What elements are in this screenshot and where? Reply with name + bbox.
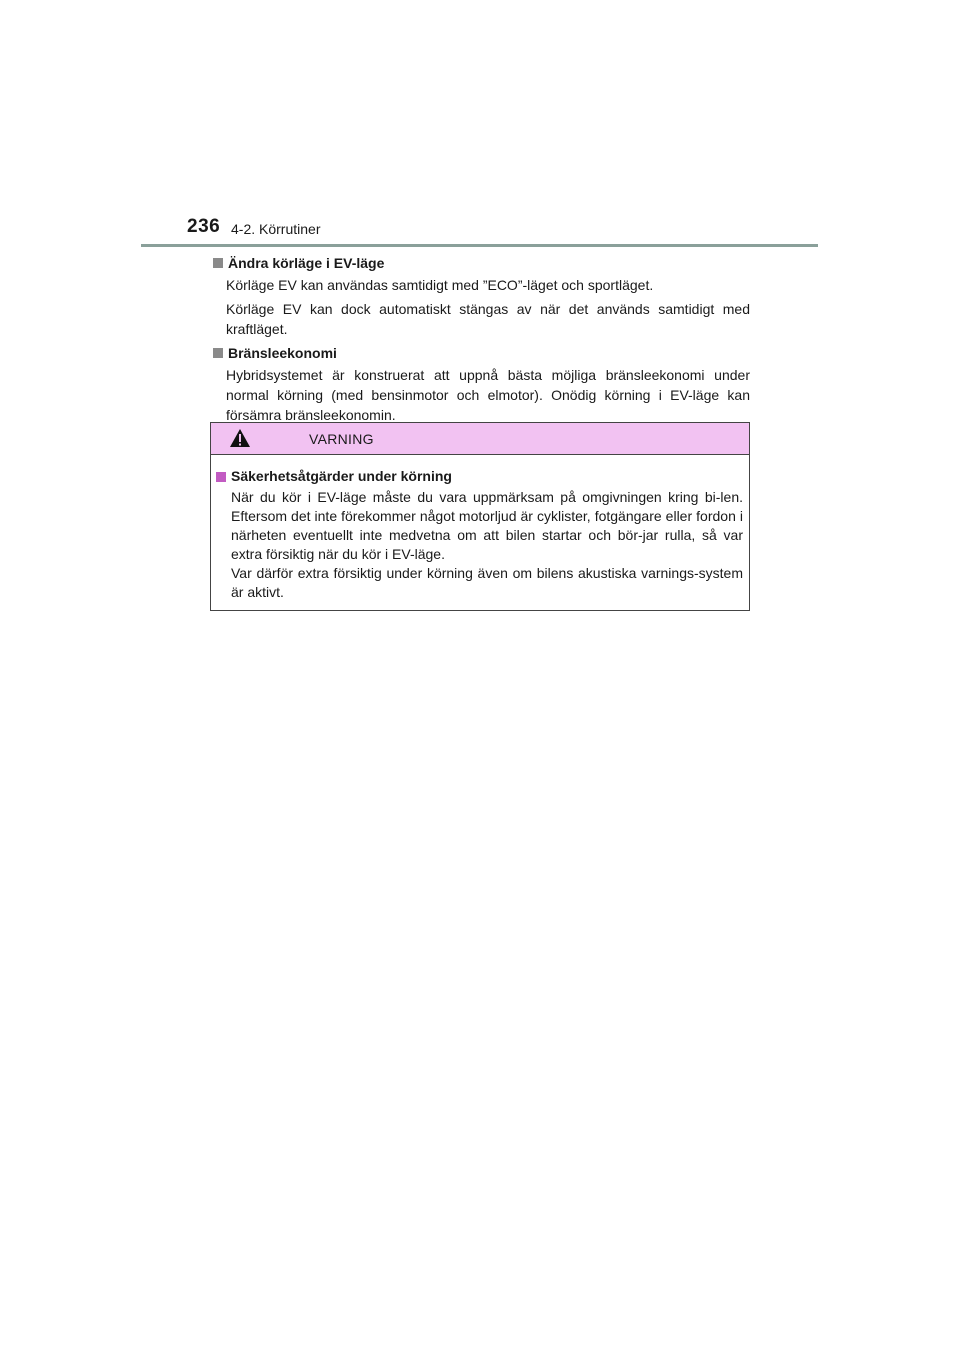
section-paragraph: Körläge EV kan dock automatiskt stängas av när det används samtidigt med kraftläget. xyxy=(226,301,750,337)
header-divider xyxy=(141,244,818,247)
warning-box xyxy=(210,422,750,611)
section-title: Ändra körläge i EV-läge xyxy=(210,253,750,273)
warning-header xyxy=(211,423,749,455)
warning-triangle-icon xyxy=(229,428,251,448)
section-fuel-economy xyxy=(210,343,750,425)
main-content xyxy=(210,253,750,429)
section-ev-mode xyxy=(210,253,750,339)
section-paragraph: Körläge EV kan användas samtidigt med ”ECO”-läget och sportläget. xyxy=(226,277,654,293)
square-bullet-icon xyxy=(213,348,223,358)
warning-label: VARNING xyxy=(309,431,374,447)
warning-title: Säkerhetsåtgärder under körning xyxy=(213,467,743,486)
warning-paragraph: När du kör i EV-läge måste du vara uppmärksam på omgivningen kring bi-len. Eftersom det inte förekommer något motorljud är cyklister, fotgängare eller fordon i närheten eventuellt inte medvetna om att bilen startar och bör-jar rulla, så var extra försiktig när du kör i EV-läge. Var därför extra försiktig under körning även om bilens akustiska varnings-system är aktivt. xyxy=(231,489,743,600)
section-paragraph: Hybridsystemet är konstruerat att uppnå bästa möjliga bränsleekonomi under normal körning (med bensinmotor och elmotor). Onödig körning i EV-läge kan försämra bränsleekonomin. xyxy=(226,367,750,423)
square-bullet-icon xyxy=(216,472,226,482)
section-title: Bränsleekonomi xyxy=(210,343,750,363)
square-bullet-icon xyxy=(213,258,223,268)
page-number: 236 xyxy=(187,216,221,237)
chapter-title: 4-2. Körrutiner xyxy=(231,221,321,237)
warning-body xyxy=(211,455,749,602)
